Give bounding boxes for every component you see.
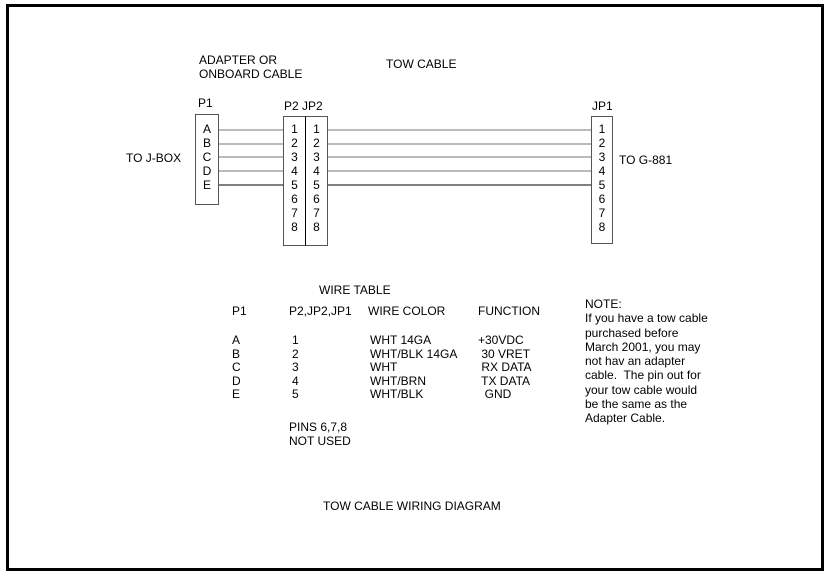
jp1-pin-list	[592, 122, 612, 234]
p2-pin: 3	[291, 150, 298, 164]
jp2-pin: 8	[313, 220, 320, 234]
jp2-connector	[305, 116, 328, 246]
adapter-label-line1: ADAPTER OR	[199, 53, 278, 67]
column-wire-color	[370, 334, 457, 402]
table-cell-wire-color: WHT 14GA	[370, 333, 432, 347]
jp1-pin: 1	[598, 122, 606, 136]
p1-label: P1	[198, 96, 213, 110]
p1-connector	[195, 114, 219, 205]
unused-pins-line2: NOT USED	[289, 434, 351, 448]
p2-pin: 1	[291, 122, 298, 136]
table-cell-pin: 2	[292, 346, 299, 361]
wire-table-title: WIRE TABLE	[319, 283, 391, 297]
jp1-pin: 6	[598, 192, 606, 206]
p2-pin-list	[284, 122, 305, 234]
tow-cable-label: TOW CABLE	[386, 57, 457, 71]
to-g881-label: TO G-881	[619, 153, 673, 167]
note-line: If you have a tow cable	[585, 311, 708, 326]
p2-pin: 2	[291, 136, 298, 150]
header-pins: P2,JP2,JP1	[289, 304, 352, 318]
table-cell-p1: D	[232, 373, 241, 388]
table-cell-wire-color: WHT	[370, 360, 398, 374]
table-cell-function: 30 VRET	[478, 346, 531, 361]
note-text	[585, 311, 745, 425]
jp2-pin: 2	[313, 136, 320, 150]
header-p1: P1	[232, 304, 247, 318]
table-cell-wire-color: WHT/BLK 14GA	[370, 346, 458, 361]
p1-pin-list	[196, 122, 218, 192]
p2-pin: 8	[291, 220, 298, 234]
tow-cable-wires	[327, 130, 592, 185]
jp2-pin-list	[306, 122, 327, 234]
jp2-pin: 6	[313, 192, 320, 206]
table-cell-function: RX DATA	[478, 360, 532, 374]
table-cell-function: GND	[478, 387, 512, 401]
table-cell-p1: C	[232, 360, 241, 374]
unused-pins-line1: PINS 6,7,8	[289, 420, 348, 434]
note-line: cable. The pin out for	[585, 368, 701, 383]
note-block	[585, 297, 745, 426]
jp1-pin: 5	[598, 178, 606, 192]
note-line: March 2001, you may	[585, 339, 701, 354]
p1-pin: E	[202, 178, 211, 192]
jp2-pin: 5	[313, 178, 320, 192]
table-cell-wire-color: WHT/BLK	[370, 387, 424, 401]
note-line: be the same as the	[585, 397, 688, 412]
p2-connector	[283, 116, 306, 246]
diagram-title: TOW CABLE WIRING DIAGRAM	[323, 499, 501, 513]
p2-pin: 6	[291, 192, 298, 206]
jp2-pin: 1	[313, 122, 320, 136]
jp1-label: JP1	[592, 99, 613, 113]
table-cell-p1: B	[232, 346, 241, 361]
p1-pin: C	[202, 150, 212, 164]
table-cell-pin: 1	[292, 333, 299, 347]
note-line: not hav an adapter	[585, 354, 686, 369]
table-cell-wire-color: WHT/BRN	[370, 373, 426, 388]
table-cell-pin: 5	[292, 387, 299, 401]
table-cell-p1: E	[232, 387, 241, 401]
jp1-pin: 4	[598, 164, 606, 178]
p2-pin: 7	[291, 206, 298, 220]
header-function: FUNCTION	[478, 304, 540, 318]
jp1-connector	[591, 116, 613, 244]
column-function	[478, 334, 532, 402]
table-cell-pin: 3	[292, 360, 299, 374]
column-pins	[292, 334, 299, 402]
p2-jp2-label: P2 JP2	[284, 99, 323, 113]
jp2-pin: 7	[313, 206, 320, 220]
jp2-pin: 4	[313, 164, 320, 178]
jp1-pin: 2	[598, 136, 606, 150]
p1-pin: D	[202, 164, 212, 178]
table-cell-p1: A	[232, 333, 241, 347]
adapter-wires	[218, 130, 283, 185]
note-line: purchased before	[585, 325, 679, 340]
table-cell-function: TX DATA	[478, 373, 531, 388]
p1-pin: B	[202, 136, 211, 150]
p1-pin: A	[202, 122, 211, 136]
table-cell-pin: 4	[292, 373, 299, 388]
p2-pin: 5	[291, 178, 298, 192]
adapter-label-line2: ONBOARD CABLE	[199, 67, 303, 81]
jp2-pin: 3	[313, 150, 320, 164]
header-wire-color: WIRE COLOR	[368, 304, 446, 318]
to-jbox-label: TO J-BOX	[126, 151, 182, 165]
note-heading: NOTE:	[585, 297, 622, 311]
p2-pin: 4	[291, 164, 298, 178]
jp1-pin: 3	[598, 150, 606, 164]
column-p1	[232, 334, 241, 402]
jp1-pin: 8	[598, 220, 606, 234]
note-line: your tow cable would	[585, 382, 698, 397]
table-cell-function: +30VDC	[478, 333, 524, 347]
note-line: Adapter Cable.	[585, 411, 666, 426]
jp1-pin: 7	[598, 206, 606, 220]
